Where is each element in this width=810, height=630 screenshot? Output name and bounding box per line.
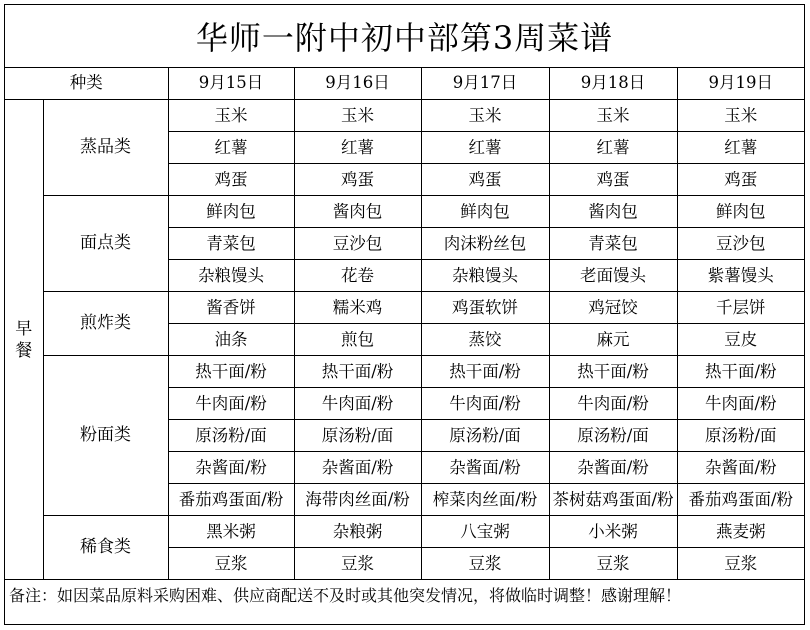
menu-item: 原汤粉/面: [677, 420, 804, 452]
header-row: [5, 67, 804, 100]
menu-item: 小米粥: [549, 516, 677, 548]
menu-item: 杂酱面/粉: [677, 452, 804, 484]
meal-label: [5, 100, 43, 580]
menu-item: 原汤粉/面: [421, 420, 549, 452]
menu-item: 老面馒头: [549, 260, 677, 292]
meal-label-char: 早: [15, 318, 33, 339]
menu-item: 酱肉包: [549, 196, 677, 228]
menu-item: 原汤粉/面: [294, 420, 421, 452]
menu-item: 杂酱面/粉: [168, 452, 294, 484]
menu-item: 肉沫粉丝包: [421, 228, 549, 260]
menu-item: 热干面/粉: [677, 356, 804, 388]
menu-item: 杂粮粥: [294, 516, 421, 548]
menu-item: 杂酱面/粉: [294, 452, 421, 484]
menu-item: 番茄鸡蛋面/粉: [168, 484, 294, 516]
note-row: [5, 580, 804, 613]
menu-item: 紫薯馒头: [677, 260, 804, 292]
menu-row: [5, 356, 804, 388]
menu-item: 原汤粉/面: [549, 420, 677, 452]
menu-row: [5, 196, 804, 228]
category-cell: 粉面类: [43, 356, 168, 516]
menu-item: 豆浆: [677, 548, 804, 580]
category-cell: 稀食类: [43, 516, 168, 580]
menu-item: 番茄鸡蛋面/粉: [677, 484, 804, 516]
menu-item: 蒸饺: [421, 324, 549, 356]
menu-item: 豆沙包: [677, 228, 804, 260]
footer-note: 备注：如因菜品原料采购困难、供应商配送不及时或其他突发情况，将做临时调整！感谢理解！: [5, 580, 804, 613]
menu-item: 牛肉面/粉: [294, 388, 421, 420]
menu-item: 鲜肉包: [677, 196, 804, 228]
menu-item: 玉米: [421, 100, 549, 132]
menu-item: 红薯: [168, 132, 294, 164]
date-header: 9月19日: [677, 67, 804, 100]
menu-item: 牛肉面/粉: [677, 388, 804, 420]
menu-item: 杂酱面/粉: [549, 452, 677, 484]
menu-item: 杂粮馒头: [421, 260, 549, 292]
menu-item: 玉米: [677, 100, 804, 132]
menu-item: 青菜包: [168, 228, 294, 260]
menu-item: 油条: [168, 324, 294, 356]
menu-item: 黑米粥: [168, 516, 294, 548]
menu-item: 茶树菇鸡蛋面/粉: [549, 484, 677, 516]
menu-item: 鸡蛋: [677, 164, 804, 196]
menu-item: 鲜肉包: [168, 196, 294, 228]
menu-item: 玉米: [294, 100, 421, 132]
menu-row: [5, 292, 804, 324]
menu-item: 热干面/粉: [549, 356, 677, 388]
category-cell: 面点类: [43, 196, 168, 292]
menu-item: 鸡冠饺: [549, 292, 677, 324]
date-header: 9月15日: [168, 67, 294, 100]
page-title: 华师一附中初中部第3周菜谱: [5, 5, 804, 68]
menu-item: 八宝粥: [421, 516, 549, 548]
menu-item: 豆浆: [294, 548, 421, 580]
menu-row: [5, 100, 804, 132]
menu-item: 牛肉面/粉: [549, 388, 677, 420]
menu-item: 煎包: [294, 324, 421, 356]
menu-item: 酱肉包: [294, 196, 421, 228]
menu-item: 红薯: [677, 132, 804, 164]
menu-sheet: [4, 4, 805, 625]
menu-item: 鲜肉包: [421, 196, 549, 228]
menu-item: 豆浆: [549, 548, 677, 580]
date-header: 9月16日: [294, 67, 421, 100]
menu-item: 鸡蛋: [168, 164, 294, 196]
category-cell: 煎炸类: [43, 292, 168, 356]
menu-item: 酱香饼: [168, 292, 294, 324]
menu-item: 鸡蛋: [549, 164, 677, 196]
menu-item: 豆浆: [421, 548, 549, 580]
menu-item: 红薯: [549, 132, 677, 164]
menu-item: 豆沙包: [294, 228, 421, 260]
menu-item: 豆皮: [677, 324, 804, 356]
menu-item: 热干面/粉: [421, 356, 549, 388]
menu-item: 麻元: [549, 324, 677, 356]
date-header: 9月17日: [421, 67, 549, 100]
category-cell: 蒸品类: [43, 100, 168, 196]
menu-item: 牛肉面/粉: [421, 388, 549, 420]
menu-item: 豆浆: [168, 548, 294, 580]
meal-label-char: 餐: [15, 340, 33, 361]
menu-item: 原汤粉/面: [168, 420, 294, 452]
menu-item: 花卷: [294, 260, 421, 292]
menu-item: 青菜包: [549, 228, 677, 260]
menu-item: 红薯: [294, 132, 421, 164]
menu-table: [5, 67, 804, 612]
menu-item: 热干面/粉: [294, 356, 421, 388]
menu-item: 鸡蛋: [421, 164, 549, 196]
menu-item: 糯米鸡: [294, 292, 421, 324]
menu-item: 玉米: [549, 100, 677, 132]
menu-item: 鸡蛋: [294, 164, 421, 196]
menu-item: 杂酱面/粉: [421, 452, 549, 484]
menu-item: 榨菜肉丝面/粉: [421, 484, 549, 516]
menu-item: 燕麦粥: [677, 516, 804, 548]
menu-item: 红薯: [421, 132, 549, 164]
menu-item: 海带肉丝面/粉: [294, 484, 421, 516]
menu-item: 千层饼: [677, 292, 804, 324]
category-header: 种类: [5, 67, 168, 100]
menu-item: 鸡蛋软饼: [421, 292, 549, 324]
menu-item: 玉米: [168, 100, 294, 132]
menu-item: 牛肉面/粉: [168, 388, 294, 420]
date-header: 9月18日: [549, 67, 677, 100]
menu-item: 热干面/粉: [168, 356, 294, 388]
menu-item: 杂粮馒头: [168, 260, 294, 292]
menu-row: [5, 516, 804, 548]
